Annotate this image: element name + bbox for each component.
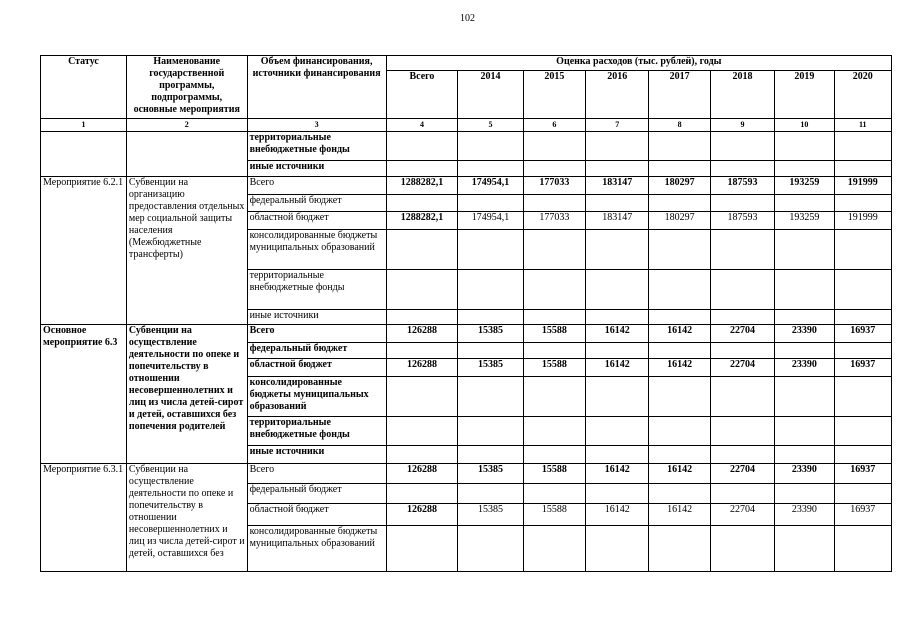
value-cell: 16142 [586,325,649,343]
col-number: 2 [126,119,247,132]
source-federal: федеральный бюджет [247,195,386,212]
source-municipal: консолидированные бюджеты муниципальных образований [247,377,386,417]
source-municipal: консолидированные бюджеты муниципальных образований [247,230,386,270]
expenditure-table [40,55,892,572]
header-volume: Объем финансирования, источники финансирования [247,56,386,119]
value-cell: 193259 [775,212,834,230]
value-cell: 16142 [649,325,710,343]
block-status: Основное мероприятие 6.3 [41,325,127,464]
value-cell: 1288282,1 [386,177,458,195]
value-cell: 126288 [386,359,458,377]
value-cell: 183147 [586,177,649,195]
value-cell: 126288 [386,325,458,343]
value-cell: 15588 [523,325,585,343]
col-number: 8 [649,119,710,132]
header-year-2014: 2014 [458,71,523,119]
value-cell: 180297 [649,212,710,230]
header-program: Наименование государственной программы, подпрограммы, основные мероприятия [126,56,247,119]
col-number: 1 [41,119,127,132]
value-cell: 177033 [523,212,585,230]
header-year-total: Всего [386,71,458,119]
col-number: 9 [710,119,774,132]
source-municipal: консолидированные бюджеты муниципальных образований [247,526,386,572]
source-other: иные источники [247,161,386,177]
source-federal: федеральный бюджет [247,484,386,504]
header-year-2017: 2017 [649,71,710,119]
header-year-2020: 2020 [834,71,891,119]
source-offbudget: территориальные внебюджетные фонды [247,270,386,310]
header-status: Статус [41,56,127,119]
col-number: 4 [386,119,458,132]
source-other: иные источники [247,310,386,325]
block-status: Мероприятие 6.3.1 [41,464,127,572]
value-cell: 180297 [649,177,710,195]
value-cell: 16142 [586,504,649,526]
value-cell: 187593 [710,177,774,195]
value-cell: 16142 [586,464,649,484]
value-cell: 16937 [834,359,891,377]
value-cell: 15385 [458,504,523,526]
block-status: Мероприятие 6.2.1 [41,177,127,325]
value-cell: 16937 [834,325,891,343]
value-cell: 16142 [586,359,649,377]
source-other: иные источники [247,446,386,464]
col-number: 11 [834,119,891,132]
value-cell: 126288 [386,464,458,484]
page-number: 102 [460,13,475,24]
block-name: Субвенции на осуществление деятельности по опеке и попечительству в отношении несовершеннолетних и лиц из числа детей-сирот и детей, оставшихся без [126,464,247,572]
value-cell: 22704 [710,504,774,526]
col-number: 5 [458,119,523,132]
value-cell: 16937 [834,504,891,526]
value-cell: 23390 [775,504,834,526]
value-cell: 22704 [710,325,774,343]
header-year-2016: 2016 [586,71,649,119]
value-cell: 15385 [458,359,523,377]
header-year-2015: 2015 [523,71,585,119]
value-cell: 193259 [775,177,834,195]
value-cell: 23390 [775,464,834,484]
col-number: 3 [247,119,386,132]
source-total: Всего [247,325,386,343]
header-year-2019: 2019 [775,71,834,119]
col-number: 7 [586,119,649,132]
value-cell: 23390 [775,325,834,343]
header-year-2018: 2018 [710,71,774,119]
value-cell: 22704 [710,359,774,377]
value-cell: 15385 [458,325,523,343]
value-cell: 183147 [586,212,649,230]
value-cell: 174954,1 [458,177,523,195]
value-cell: 174954,1 [458,212,523,230]
value-cell: 16142 [649,359,710,377]
value-cell: 15588 [523,504,585,526]
col-number: 6 [523,119,585,132]
value-cell: 187593 [710,212,774,230]
source-regional: областной бюджет [247,359,386,377]
value-cell: 15385 [458,464,523,484]
source-regional: областной бюджет [247,504,386,526]
value-cell: 15588 [523,359,585,377]
source-offbudget: территориальные внебюджетные фонды [247,132,386,161]
value-cell: 16142 [649,464,710,484]
value-cell: 191999 [834,177,891,195]
header-estimate: Оценка расходов (тыс. рублей), годы [386,56,891,71]
block-name: Субвенции на осуществление деятельности по опеке и попечительству в отношении несовершеннолетних и лиц из числа детей-сирот и детей, оставшихся без попечения родителей [126,325,247,464]
value-cell: 15588 [523,464,585,484]
value-cell: 126288 [386,504,458,526]
name-cell-empty [126,132,247,177]
source-regional: областной бюджет [247,212,386,230]
value-cell: 23390 [775,359,834,377]
source-offbudget: территориальные внебюджетные фонды [247,417,386,446]
value-cell: 16937 [834,464,891,484]
col-number: 10 [775,119,834,132]
status-cell-empty [41,132,127,177]
value-cell: 1288282,1 [386,212,458,230]
value-cell: 177033 [523,177,585,195]
source-total: Всего [247,464,386,484]
source-federal: федеральный бюджет [247,343,386,359]
value-cell: 191999 [834,212,891,230]
source-total: Всего [247,177,386,195]
block-name: Субвенции на организацию предоставления отдельных мер социальной защиты населения (Межбюджетные трансферты) [126,177,247,325]
value-cell: 22704 [710,464,774,484]
value-cell: 16142 [649,504,710,526]
